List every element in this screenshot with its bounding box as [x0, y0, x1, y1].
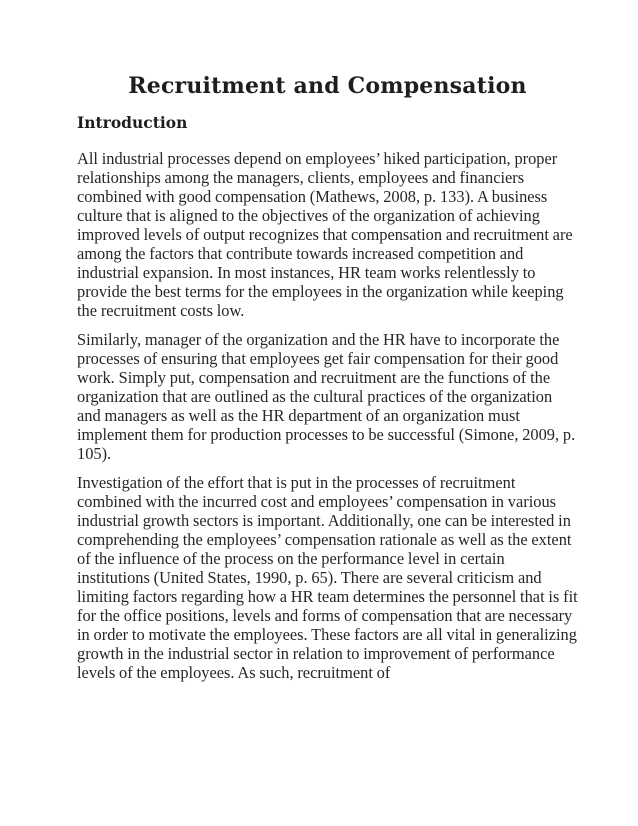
section-heading-introduction: Introduction: [77, 113, 188, 132]
paragraph-3: Investigation of the effort that is put in the processes of recruitment combined with the incurred cost and employees’ compensation in various industrial growth sectors is important. Additionally, one can be interested in comprehending the employees’ compensation rationale as well as the extent of the influence of the process on the performance level in certain institutions (United States, 1990, p. 65). There are several criticism and limiting factors regarding how a HR team determines the personnel that is fit for the office positions, levels and forms of compensation that are necessary in order to motivate the employees. These factors are all vital in generalizing growth in the industrial sector in relation to improvement of performance levels of the employees. As such, recruitment of: [77, 473, 578, 682]
document-title: Recruitment and Compensation: [128, 73, 527, 99]
paragraph-2: Similarly, manager of the organization and the HR have to incorporate the processes of ensuring that employees get fair compensation for their good work. Simply put, compensation and recruitment are the functions of the organization that are outlined as the cultural practices of the organization and managers as well as the HR department of an organization must implement them for production processes to be successful (Simone, 2009, p. 105).: [77, 330, 576, 463]
paragraph-1: All industrial processes depend on employees’ hiked participation, proper relationships among the managers, clients, employees and financiers combined with good compensation (Mathews, 2008, p. 133). A business culture that is aligned to the objectives of the organization of achieving improved levels of output recognizes that compensation and recruitment are among the factors that contribute towards increased competition and industrial expansion. In most instances, HR team works relentlessly to provide the best terms for the employees in the organization while keeping the recruitment costs low.: [77, 149, 573, 320]
